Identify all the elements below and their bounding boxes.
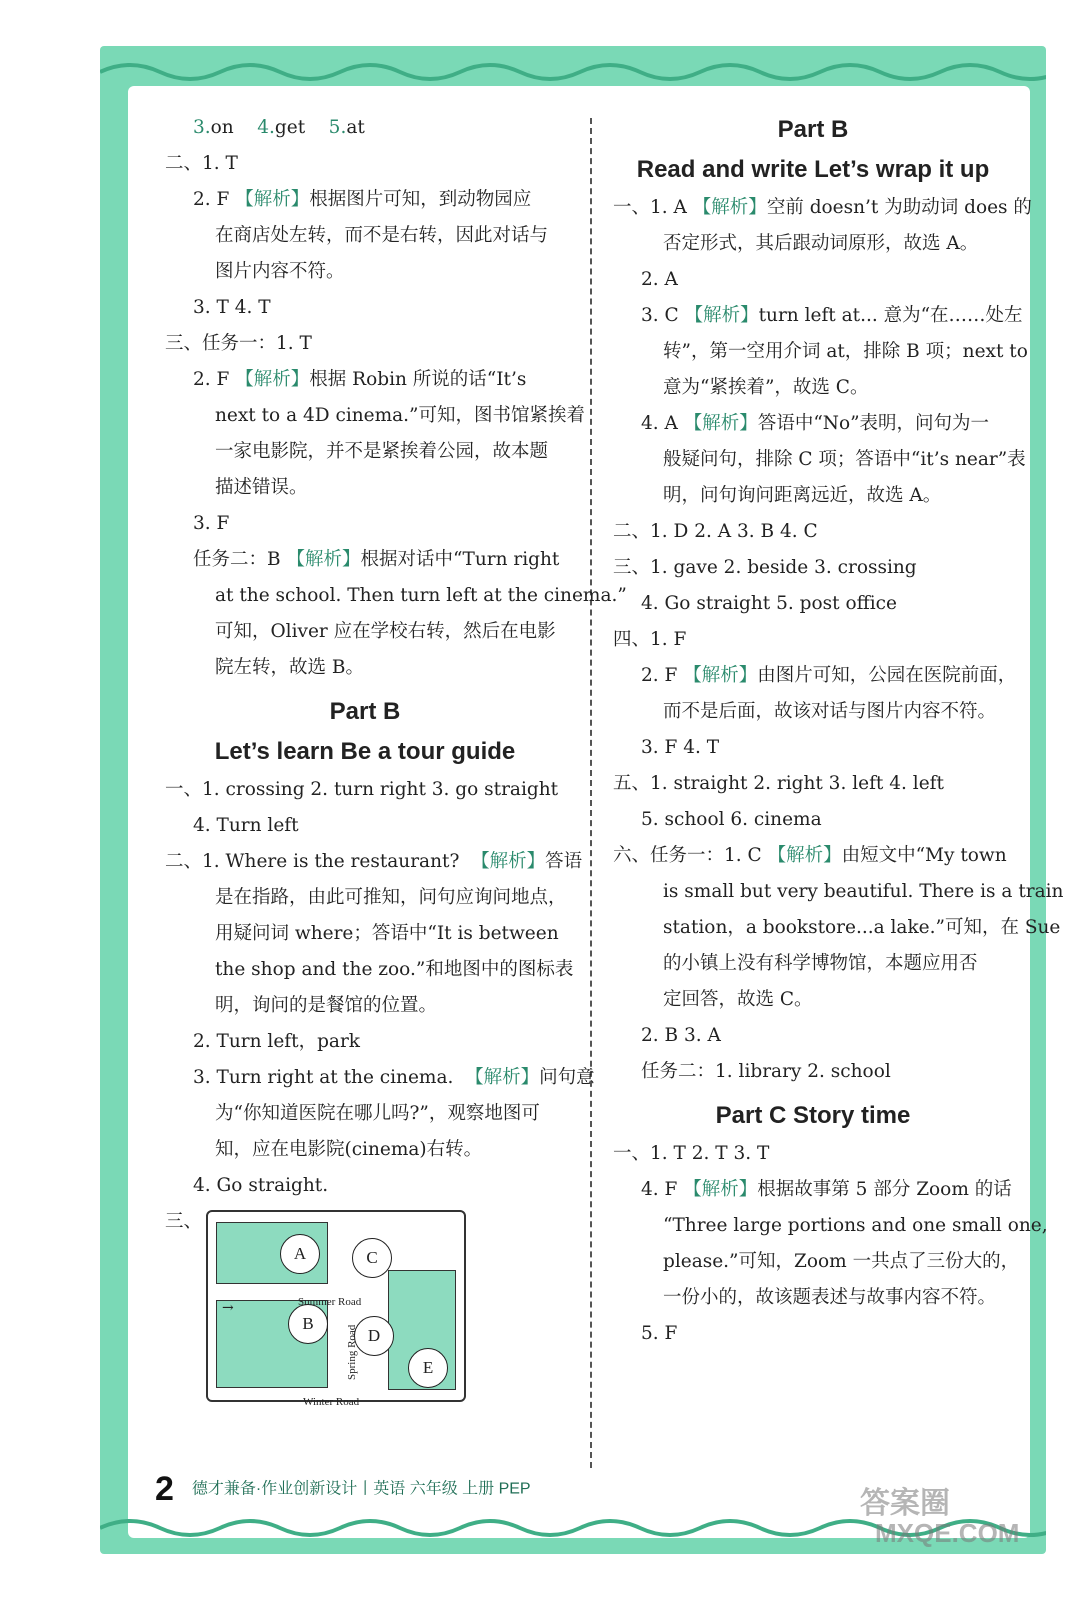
analysis-line: 明，问句询问距离远近，故选 A。 xyxy=(663,485,942,506)
answer-line xyxy=(613,838,1013,874)
analysis-line: 是在指路，由此可推知，问句应询问地点， xyxy=(215,887,567,908)
analysis-text: 答语 xyxy=(545,851,583,872)
answer-line: 5. school 6. cinema xyxy=(641,809,822,830)
answer-text: 任务二：B xyxy=(193,549,281,570)
answer-text: 4. F xyxy=(641,1179,678,1200)
answer-text: 二、1. Where is the restaurant? xyxy=(165,851,460,872)
road-label-summer: Summer Road xyxy=(298,1296,362,1308)
answer-line: 一、1. T 2. T 3. T xyxy=(613,1143,770,1164)
analysis-line: 在商店处左转，而不是右转，因此对话与 xyxy=(215,225,549,246)
analysis-tag: 【解析】 xyxy=(683,413,758,434)
analysis-line: 定回答，故选 C。 xyxy=(663,989,813,1010)
analysis-line: “Three large portions and one small one, xyxy=(663,1215,1048,1236)
analysis-tag: 【解析】 xyxy=(684,305,759,326)
analysis-text: 空前 doesn’t 为助动词 does 的 xyxy=(766,197,1032,218)
analysis-line: 用疑问词 where；答语中“It is between xyxy=(215,923,559,944)
analysis-tag: 【解析】 xyxy=(683,1179,758,1200)
section-subtitle: Read and write Let’s wrap it up xyxy=(636,156,990,183)
left-column xyxy=(165,110,627,1408)
item-number: 5. xyxy=(328,117,347,138)
answer-line xyxy=(165,1060,595,1096)
analysis-tag: 【解析】 xyxy=(235,369,310,390)
analysis-text: 根据对话中“Turn right xyxy=(360,549,560,570)
answer-line: 任务二：1. library 2. school xyxy=(641,1061,891,1082)
answer-line: 4. Go straight 5. post office xyxy=(641,593,897,614)
answer-line: 5. F xyxy=(641,1323,678,1344)
answer-line: 三、任务一：1. T xyxy=(165,333,312,354)
answer-text: 3. Turn right at the cinema. xyxy=(193,1067,454,1088)
analysis-tag: 【解析】 xyxy=(767,845,842,866)
answer-line xyxy=(613,1172,1013,1208)
analysis-text: 答语中“No”表明，问句为一 xyxy=(757,413,990,434)
answer-text: 2. F xyxy=(193,189,230,210)
answer-line: 二、1. D 2. A 3. B 4. C xyxy=(613,521,818,542)
answer-line: 2. B 3. A xyxy=(641,1025,721,1046)
analysis-text: 根据 Robin 所说的话“It’s xyxy=(309,369,527,390)
analysis-tag: 【解析】 xyxy=(286,549,361,570)
section-subtitle: Let’s learn Be a tour guide xyxy=(214,738,516,765)
analysis-line: next to a 4D cinema.”可知，图书馆紧挨着 xyxy=(215,405,586,426)
answer-line: 3. T 4. T xyxy=(193,297,271,318)
item-number: 4. xyxy=(257,117,275,138)
analysis-line: 意为“紧挨着”，故选 C。 xyxy=(663,377,869,398)
analysis-line: 图片内容不符。 xyxy=(215,261,345,282)
answer-line xyxy=(613,406,1013,442)
analysis-text: 问句意 xyxy=(539,1067,595,1088)
analysis-text: turn left at... 意为“在……处左 xyxy=(758,305,1023,326)
map-marker-b: B xyxy=(288,1304,328,1344)
page-number: 2 xyxy=(155,1470,174,1508)
answer-line xyxy=(165,362,565,398)
answer-line: 2. Turn left，park xyxy=(193,1031,360,1052)
road-label-winter: Winter Road xyxy=(303,1396,360,1408)
answer-line: 4. Turn left xyxy=(193,815,299,836)
page-footer xyxy=(155,1470,531,1509)
map-marker-d: D xyxy=(354,1316,394,1356)
analysis-line: 可知，Oliver 应在学校右转，然后在电影 xyxy=(215,621,556,642)
item-number: 3. xyxy=(193,117,211,138)
analysis-line: 般疑问句，排除 C 项；答语中“it’s near”表 xyxy=(663,449,1026,470)
answer-line xyxy=(165,110,565,146)
map-marker-e: E xyxy=(408,1348,448,1388)
answer-text: on xyxy=(210,117,234,138)
map-marker-a: A xyxy=(280,1234,320,1274)
analysis-tag: 【解析】 xyxy=(692,197,767,218)
answer-text: 4. A xyxy=(641,413,678,434)
answer-line: 四、1. F xyxy=(613,629,687,650)
answer-line: 五、1. straight 2. right 3. left 4. left xyxy=(613,773,944,794)
answer-line: 3. F 4. T xyxy=(641,737,720,758)
analysis-line: 转”，第一空用介词 at，排除 B 项；next to xyxy=(663,341,1028,362)
analysis-tag: 【解析】 xyxy=(471,851,546,872)
answer-line: 二、1. T xyxy=(165,153,238,174)
answer-text: at xyxy=(346,117,365,138)
answer-text: 六、任务一：1. C xyxy=(613,845,762,866)
right-column xyxy=(613,110,1064,1352)
analysis-text: 根据图片可知，到动物园应 xyxy=(309,189,532,210)
analysis-tag: 【解析】 xyxy=(235,189,310,210)
watermark-logo: 答案圈 xyxy=(860,1487,950,1520)
analysis-line: 一份小的，故该题表述与故事内容不符。 xyxy=(663,1287,997,1308)
analysis-tag: 【解析】 xyxy=(683,665,758,686)
answer-line: 三、1. gave 2. beside 3. crossing xyxy=(613,557,917,578)
answer-line: 2. A xyxy=(641,269,678,290)
section-label: 三、 xyxy=(165,1211,203,1232)
analysis-tag: 【解析】 xyxy=(465,1067,540,1088)
answer-text: 2. F xyxy=(641,665,678,686)
answer-line xyxy=(613,190,1032,226)
answer-line: 3. F xyxy=(193,513,230,534)
analysis-line: please.”可知，Zoom 一共点了三份大的， xyxy=(663,1251,1020,1272)
analysis-line: 知，应在电影院(cinema)右转。 xyxy=(215,1139,483,1160)
analysis-line: 一家电影院，并不是紧挨着公园，故本题 xyxy=(215,441,549,462)
answer-text: 一、1. A xyxy=(613,197,687,218)
answer-line xyxy=(165,182,565,218)
section-title: Part C Story time xyxy=(715,1102,911,1129)
analysis-line: 而不是后面，故该对话与图片内容不符。 xyxy=(663,701,997,722)
analysis-line: 描述错误。 xyxy=(215,477,308,498)
section-title: Part B xyxy=(777,116,849,143)
section-title: Part B xyxy=(329,698,401,725)
arrow-right-icon: → xyxy=(222,1300,234,1316)
answer-line xyxy=(613,298,1023,334)
analysis-line: station，a bookstore...a lake.”可知，在 Sue xyxy=(663,917,1061,938)
analysis-text: 根据故事第 5 部分 Zoom 的话 xyxy=(757,1179,1012,1200)
analysis-line: 为“你知道医院在哪儿吗?”，观察地图可 xyxy=(215,1103,540,1124)
answer-line: 4. Go straight. xyxy=(193,1175,329,1196)
analysis-line: at the school. Then turn left at the cinema.” xyxy=(215,585,627,606)
column-divider xyxy=(590,118,592,1468)
book-title: 德才兼备·作业创新设计丨英语 六年级 上册 PEP xyxy=(191,1480,531,1498)
answer-text: 2. F xyxy=(193,369,230,390)
map-marker-c: C xyxy=(352,1238,392,1278)
road-label-spring: Spring Road xyxy=(346,1324,359,1380)
answer-line xyxy=(165,542,565,578)
analysis-line: the shop and the zoo.”和地图中的图标表 xyxy=(215,959,574,980)
top-wave-decoration xyxy=(100,50,1046,90)
answer-text: get xyxy=(274,117,306,138)
map-figure xyxy=(206,1210,466,1408)
analysis-line: is small but very beautiful. There is a train xyxy=(663,881,1064,902)
analysis-text: 由图片可知，公园在医院前面， xyxy=(757,665,1017,686)
answer-line xyxy=(165,1204,565,1408)
analysis-text: 由短文中“My town xyxy=(841,845,1007,866)
analysis-line: 明，询问的是餐馆的位置。 xyxy=(215,995,438,1016)
watermark-url: MXQE.COM xyxy=(875,1518,1020,1548)
answer-line xyxy=(165,844,583,880)
answer-line: 一、1. crossing 2. turn right 3. go straight xyxy=(165,779,559,800)
analysis-line: 的小镇上没有科学博物馆，本题应用否 xyxy=(663,953,978,974)
analysis-line: 否定形式，其后跟动词原形，故选 A。 xyxy=(663,233,979,254)
analysis-line: 院左转，故选 B。 xyxy=(215,657,364,678)
answer-text: 3. C xyxy=(641,305,679,326)
answer-line xyxy=(613,658,1017,694)
